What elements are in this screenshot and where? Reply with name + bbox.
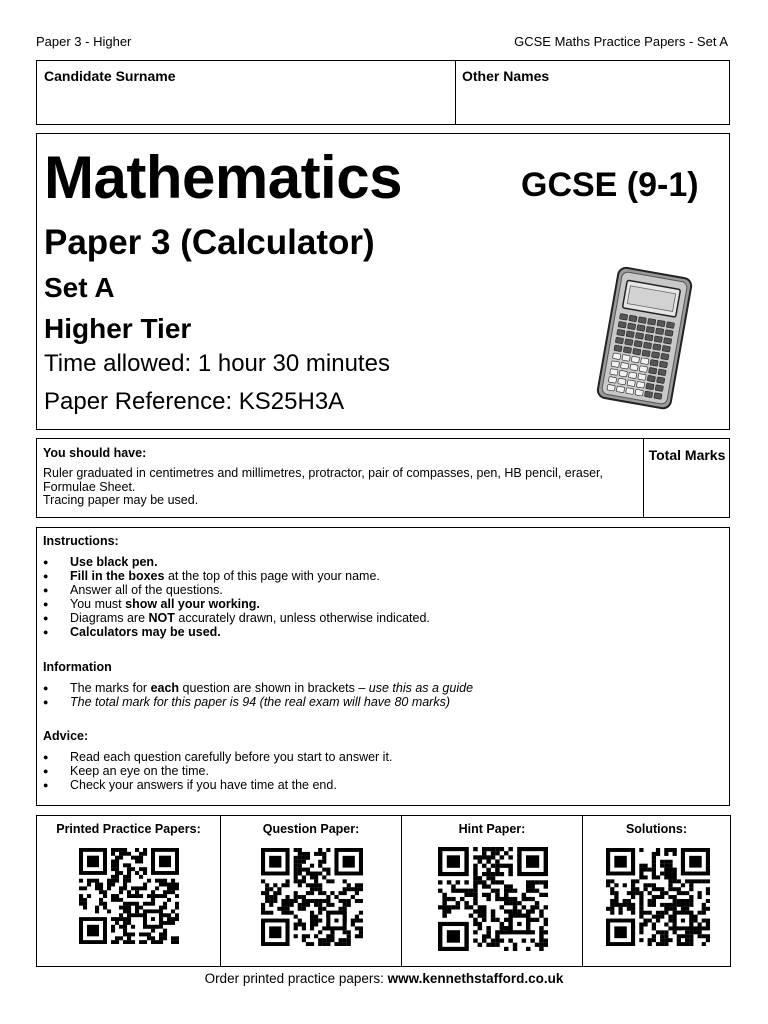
equipment-heading: You should have: <box>43 446 147 460</box>
instructions-list <box>43 555 713 639</box>
qr-code-icon[interactable] <box>606 848 710 946</box>
instruction-item: ● Calculators may be used. <box>43 625 713 639</box>
candidate-surname-field[interactable] <box>39 89 451 121</box>
qr-code-icon[interactable] <box>79 848 179 944</box>
qualification-label: GCSE (9-1) <box>521 166 699 204</box>
information-list <box>43 681 713 709</box>
instruction-item: ● Diagrams are NOT accurately drawn, unless otherwise indicated. <box>43 611 713 625</box>
qr-code-icon[interactable] <box>261 848 363 946</box>
footer-link[interactable]: www.kennethstafford.co.uk <box>387 971 564 986</box>
subject-title: Mathematics <box>44 144 402 211</box>
information-item: ● The marks for each question are shown in brackets – use this as a guide <box>43 681 713 695</box>
candidate-surname-label: Candidate Surname <box>44 68 176 84</box>
qr-solutions[interactable] <box>582 816 730 966</box>
advice-item: ● Read each question carefully before you start to answer it. <box>43 750 713 764</box>
candidate-names-box <box>36 60 730 125</box>
other-names-field[interactable] <box>458 89 726 121</box>
footer <box>0 971 768 986</box>
qr-printed-papers[interactable] <box>37 816 220 966</box>
advice-heading: Advice: <box>43 729 89 743</box>
header-left: Paper 3 - Higher <box>36 34 132 49</box>
paper-title: Paper 3 (Calculator) <box>44 223 375 262</box>
qr-title: Hint Paper: <box>458 822 526 836</box>
information-heading: Information <box>43 660 112 674</box>
instruction-item: ● You must show all your working. <box>43 597 713 611</box>
other-names-label: Other Names <box>462 68 550 84</box>
time-allowed: Time allowed: 1 hour 30 minutes <box>44 350 390 377</box>
tier-label: Higher Tier <box>44 313 192 344</box>
qr-title: Printed Practice Papers: <box>56 822 201 836</box>
footer-prefix: Order printed practice papers: <box>204 971 388 986</box>
set-label: Set A <box>44 272 115 303</box>
qr-question-paper[interactable] <box>220 816 401 966</box>
equipment-box <box>36 438 730 518</box>
information-item: ● The total mark for this paper is 94 (the real exam will have 80 marks) <box>43 695 713 709</box>
advice-item: ● Check your answers if you have time at the end. <box>43 778 713 792</box>
qr-codes-box <box>36 815 731 967</box>
instruction-item: ● Use black pen. <box>43 555 713 569</box>
tracing-paper-note: Tracing paper may be used. <box>43 493 199 507</box>
instructions-heading: Instructions: <box>43 534 119 548</box>
qr-title: Question Paper: <box>262 822 360 836</box>
instruction-item: ● Answer all of the questions. <box>43 583 713 597</box>
names-divider <box>455 61 456 124</box>
calculator-icon <box>589 266 699 416</box>
qr-code-icon[interactable] <box>438 847 548 951</box>
header-right: GCSE Maths Practice Papers - Set A <box>514 34 728 49</box>
qr-title: Solutions: <box>625 822 688 836</box>
instruction-item: ● Fill in the boxes at the top of this page with your name. <box>43 569 713 583</box>
total-marks-label: Total Marks <box>648 447 726 463</box>
advice-item: ● Keep an eye on the time. <box>43 764 713 778</box>
paper-reference: Paper Reference: KS25H3A <box>44 388 345 415</box>
equipment-list: Ruler graduated in centimetres and millimetres, protractor, pair of compasses, pen, HB pencil, eraser, Formulae Sheet. <box>43 466 603 494</box>
cover-title-box <box>36 133 730 430</box>
instructions-box <box>36 527 730 806</box>
qr-hint-paper[interactable] <box>401 816 582 966</box>
advice-list <box>43 750 713 792</box>
